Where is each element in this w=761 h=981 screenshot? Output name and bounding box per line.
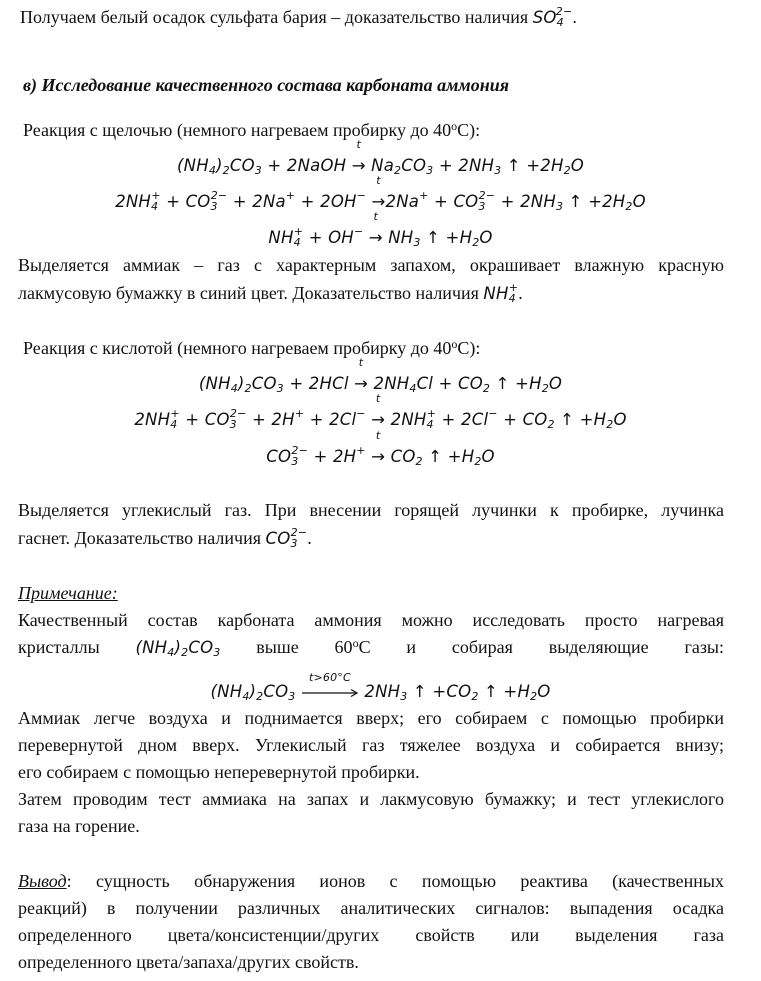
acid-equation-2: $2NH_4^+ + CO_3^{2-} + 2H^+ + 2Cl^-$ t → $2NH_4^+ + 2Cl^- + CO_2$ ↑ $+H_2O$ <box>134 392 627 431</box>
intro-text: Получаем белый осадок сульфата бария – доказательство наличия <box>20 7 529 27</box>
note-line-2: кристаллы $(NH_4)_2CO_3$ выше 60$^o$С и собирая выделяющие газы: <box>18 636 725 659</box>
alkali-equation-3: $NH_4^+ + OH^-$ t → $NH_3$ ↑ $+H_2O$ <box>268 210 493 249</box>
note-line-7: газа на горение. <box>18 816 140 836</box>
note-line-5: его собираем с помощью неперевернутой пробирки. <box>18 762 420 782</box>
note-line-4: перевернутой дном вверх. Углекислый газ тяжелее воздуха и собирается внизу; <box>18 735 724 755</box>
note-line-1: Качественный состав карбоната аммония можно исследовать просто нагревая <box>18 610 724 630</box>
conclusion-line-3: определенного цвета/консистенции/других свойств или выделения газа <box>18 925 724 945</box>
alkali-result-line-1: Выделяется аммиак – газ с характерным запахом, окрашивает влажную красную <box>18 255 724 275</box>
reaction-arrow: t → <box>371 174 386 211</box>
acid-result-line-1: Выделяется углекислый газ. При внесении горящей лучинки к пробирке, лучинка <box>18 500 724 520</box>
reaction-arrow: t → <box>368 210 383 247</box>
reaction-arrow: t → <box>371 429 386 466</box>
conclusion-label: Вывод <box>18 871 67 891</box>
alkali-equation-1: $(NH_4)_2CO_3$ + 2NaOH t → $Na_2CO_3 + 2NH_3$ ↑ $+2H_2O$ <box>177 138 584 177</box>
conclusion-line-2: реакций) в получении различных аналитических сигналов: выпадения осадка <box>18 898 724 918</box>
alkali-equation-2: $2NH_4^+ + CO_3^{2-} + 2Na^+ + 2OH^-$ t $\to 2Na^+ + CO_3^{2-} + 2NH_3$ ↑ $+2H_2O$ <box>115 174 646 213</box>
alkali-intro: Реакция с щелочью (немного нагреваем пробирку до 40$^o$С): <box>23 119 481 140</box>
section-heading: в) Исследование качественного состава карбоната аммония <box>23 75 510 95</box>
alkali-result-line-2: лакмусовую бумажку в синий цвет. Доказательство наличия $NH_4^+$. <box>18 281 523 305</box>
sulfate-ion: $SO_4^{2-}$ <box>532 5 573 29</box>
note-line-3: Аммиак легче воздуха и поднимается вверх; его собираем с помощью пробирки <box>18 708 724 728</box>
note-title: Примечание: <box>18 583 118 603</box>
intro-line: Получаем белый осадок сульфата бария – доказательство наличия $SO_4^{2-}$. <box>20 5 577 29</box>
conclusion-line-4: определенного цвета/запаха/других свойств. <box>18 952 359 972</box>
reaction-arrow: t → <box>351 138 366 175</box>
reaction-arrow: t → <box>371 392 386 429</box>
acid-intro: Реакция с кислотой (немного нагреваем пробирку до 40$^o$С): <box>23 337 481 358</box>
ammonium-carbonate-formula: $(NH_4)_2CO_3$ <box>135 638 221 659</box>
note-equation: $(NH_4)_2CO_3$ t>60°C $2NH_3$ ↑ $+CO_2$ ↑ $+H_2O$ <box>210 670 551 703</box>
reaction-arrow: t → <box>354 356 369 393</box>
acid-equation-1: $(NH_4)_2CO_3 + 2HCl$ t → $2NH_4Cl + CO_2$ ↑ $+H_2O$ <box>198 356 563 395</box>
conclusion-line-1: Вывод: сущность обнаружения ионов с помощью реактива (качественных <box>18 871 724 891</box>
note-line-6: Затем проводим тест аммиака на запах и лакмусовую бумажку; и тест углекислого <box>18 789 724 809</box>
heating-arrow: t>60°C <box>301 688 359 698</box>
acid-result-line-2: гаснет. Доказательство наличия $CO_3^{2-}$. <box>18 526 312 550</box>
ammonium-ion: $NH_4^+$ <box>483 281 519 305</box>
acid-equation-3: $CO_3^{2-} + 2H^+$ t → $CO_2$ ↑ $+H_2O$ <box>266 429 495 468</box>
carbonate-ion: $CO_3^{2-}$ <box>265 526 308 550</box>
